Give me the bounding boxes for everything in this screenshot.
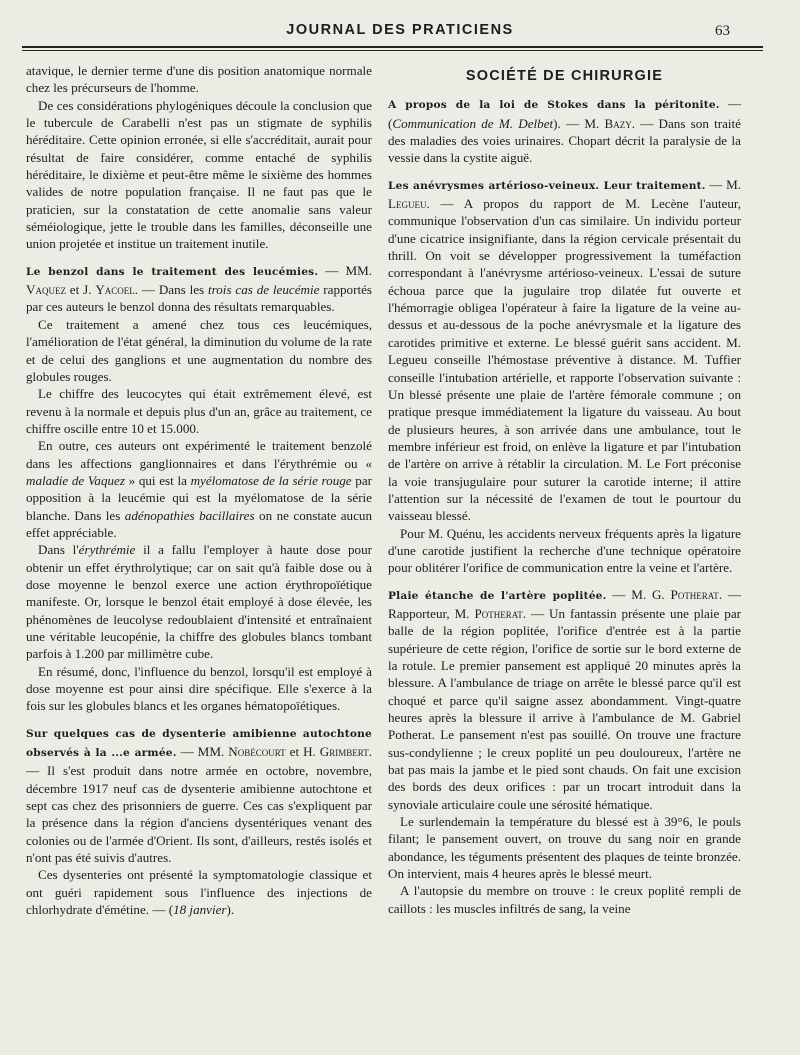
paragraph: Le chiffre des leucocytes qui était extrêmement élevé, est revenu à la normale et depuis plus d'un an, grâce au traitement, ce chiffre oscille entre 10 et 15.000. xyxy=(26,386,372,436)
paragraph: Dans l'érythrémie il a fallu l'employer à haute dose pour obtenir un effet érythrolytique; car on sait qu'à faible dose ou à dose moyenne le benzol exerce une action érythropoïétique manifeste. Or, lorsque le benzol était employé à dose élevée, les phénomènes de leucolyse redoublaient d'intensité et entraînaient une véritable leucopénie, la chiffre des globules blancs tombant parfois à 1.200 par millimètre cube. xyxy=(26,542,372,662)
article-heading: Le benzol dans le traitement des leucémies. xyxy=(26,265,319,278)
paragraph: En résumé, donc, l'influence du benzol, lorsqu'il est employé à dose moyenne est pour ainsi dire spécifique. Elle s'exerce à la fois sur les globules blancs et les organes hématopoïétiques. xyxy=(26,663,372,714)
paragraph: atavique, le dernier terme d'une dis position anatomique normale chez les précurseurs de l'homme. xyxy=(26,63,372,96)
paragraph: Ce traitement a amené chez tous ces leucémiques, l'amélioration de l'état général, la diminution du volume de la rate et de celui des ganglions et une augmentation du nombre des globules rouges. xyxy=(26,316,372,384)
author-name: Yacoel xyxy=(95,282,135,298)
section-title: SOCIÉTÉ DE CHIRURGIE xyxy=(465,68,664,84)
article-heading: Plaie étanche de l'artère poplitée. xyxy=(388,589,607,602)
article-heading: Les anévrysmes artérioso-veineux. Leur traitement. xyxy=(388,179,706,192)
author-name: Legueu xyxy=(388,196,427,212)
header-rule xyxy=(22,46,763,48)
journal-title: JOURNAL DES PRATICIENS xyxy=(286,22,514,38)
header-rule-thin xyxy=(22,50,763,51)
author-name: Bazy xyxy=(604,115,632,131)
paragraph: A l'autopsie du membre on trouve : le creux poplité rempli de caillots : les muscles infiltrés de sang, la veine xyxy=(388,883,741,916)
paragraph: De ces considérations phylogéniques découle la conclusion que le tubercule de Carabelli n'est pas un stigmate de syphilis héréditaire. Cette opinion erronée, si elle s'accréditait, aurait pour résultat de faire considérer, comme entaché de syphilis héréditaire, le dixième et peut-être même le sixième des hommes valides de notre population française. Il ne faut pas que le praticien, sur la constatation de cette anomalie sans valeur séméiologique, jette le trouble dans les familles, déconseille une union projetée et institue un traitement inutile. xyxy=(26,97,372,252)
article-stokes: A propos de la loi de Stokes dans la péritonite. — (Communication de M. Delbet). — M. Bazy. — Dans son traité des maladies des voies urinaires. Chopart décrit la paralysie de la vessie dans la cystite aiguë. xyxy=(388,96,741,166)
article-anevrysmes: Les anévrysmes artérioso-veineux. Leur traitement. — M. Legueu. — A propos du rapport de M. Lecène l'auteur, communique l'observation d'un cas similaire. Un individu porteur d'une cicatrice insignifiante, dans la région cervicale présentait du thrill. On voit se développer progressivement la tuméfaction correspondant à l'anévrysme artérioso-veineux. L'essai de suture échoua parce que la jugulaire trop dilatée fut ouverte et l'hémorragie obligea l'opérateur à faire la ligature de la veine au-dessus et au-dessous de la poche anévrysmale et la ligature des carotides primitive et externe. Le blessé guérit sans accident. M. Legueu conseille l'hémostase préventive à distance. M. Tuffier conseille l'intubation artérielle, et rapporte l'observation suivante : Un blessé présente une plaie de l'artère fémorale commune ; on pratique presque immédiatement la ligature du vaisseau. Au bout de plusieurs heures, à son arrivée dans une ambulance, tout le membre inférieur est froid, on enlève la ligature et par l'intubation de l'artère on arrive à rétablir la circulation. M. Le Fort préconise la voie transjugulaire pour suturer la carotide interne; il attire l'attention sur la nécessité de l'examen de tout le pourtour du vaisseau blessé. xyxy=(388,176,741,524)
paragraph: En outre, ces auteurs ont expérimenté le traitement benzolé dans les affections ganglionnaires et dans l'érythrémie ou « maladie de Vaquez » qui est la myélomatose de la série rouge par opposition à la leucémie qui est la myélomatose de la série blanche. Dans les adénopathies bacillaires on ne constate aucun effet appréciable. xyxy=(26,438,373,540)
author-name: Potherat xyxy=(474,605,523,621)
running-header xyxy=(22,22,778,44)
right-column xyxy=(388,62,741,917)
left-column xyxy=(26,62,372,919)
article-poplitee: Plaie étanche de l'artère poplitée. — M. G. Potherat. — Rapporteur, M. Potherat. — Un fantassin présente une plaie par balle de la région poplitée, l'orifice d'entrée est à la partie supérieure de cette région, l'orifice de sortie sur le bord externe de la rotule. Le premier pansement est appliqué 20 minutes après la blessure. A l'ambulance de triage on arrête le blessé parce qu'il est choqué et parce qu'il saigne assez abondamment. Vingt-quatre heures après la blessure il arrive à l'ambulance de M. Gabriel Potherat. Le pansement n'est pas souillé. On trouve une fracture sus-condylienne ; le creux poplité un peu douloureux, l'artère ne bat pas mais la jambe et le pied sont chauds. On fait une excision des bords des deux orifices : par un trocart introduit dans la synoviale articulaire coule une sérosité hématique. xyxy=(388,586,742,812)
author-name: Potherat xyxy=(670,586,719,602)
paragraph: Pour M. Quénu, les accidents nerveux fréquents après la ligature d'une carotide justifient la recherche d'une technique opératoire pour oblitérer l'orifice de communication entre la veine et l'artère. xyxy=(388,525,741,576)
author-name: Nobécourt xyxy=(228,744,286,760)
page-number: 63 xyxy=(715,23,730,39)
paragraph: Ces dysenteries ont présenté la symptomatologie classique et ont guéri rapidement sous l'influence des injections de chlorhydrate d'émétine. — (18 janvier). xyxy=(26,867,372,918)
article-benzol: Le benzol dans le traitement des leucémies. — MM. Vaquez et J. Yacoel. — Dans les trois cas de leucémie rapportés par ces auteurs le benzol donna des résultats remarquables. xyxy=(26,262,373,315)
author-name: Grimbert xyxy=(319,744,369,760)
paragraph: Le surlendemain la température du blessé est à 39°6, le pouls filant; le pansement ouvert, on trouve du sang noir en grande abondance, les téguments présentent des plaques de teinte bronzée. On intervient, mais 4 heures après le blessé meurt. xyxy=(388,814,741,882)
article-dysenterie: Sur quelques cas de dysenterie amibienne autochtone observés à la ...e armée. — MM. Nobécourt et H. Grimbert. — Il s'est produit dans notre armée en octobre, novembre, décembre 1917 neuf cas de dysenterie amibienne autochtone et sept cas chez des prisonniers de guerre. Ces cas s'expliquent par la présence dans la région d'anciens dysentériques venant des colonies ou de l'armée d'Orient. Ils sont, d'ailleurs, restés isolés et n'ont pas été suivis d'autres. xyxy=(26,727,372,866)
article-heading: A propos de la loi de Stokes dans la péritonite. xyxy=(388,99,720,112)
author-name: Vaquez xyxy=(26,282,66,298)
article-heading: Sur quelques cas de dysenterie amibienne autochtone observés à la ...e armée. xyxy=(26,727,372,760)
